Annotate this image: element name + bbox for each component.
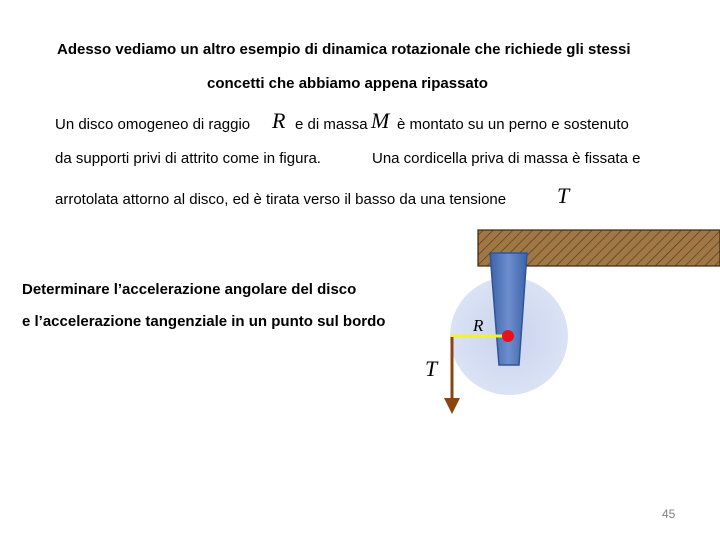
body-line-3: arrotolata attorno al disco, ed è tirata verso il basso da una tensione	[55, 191, 507, 208]
page-number: 45	[662, 507, 676, 521]
body-line-2b: Una cordicella priva di massa è fissata e	[372, 150, 641, 167]
symbol-T: T	[557, 183, 570, 208]
title-line-1: Adesso vediamo un altro esempio di dinamica rotazionale che richiede gli stessi	[57, 41, 631, 58]
body-line-1c: è montato su un perno e sostenuto	[397, 116, 629, 133]
symbol-M: M	[371, 108, 390, 133]
tension-label: T	[425, 356, 438, 381]
question-line-1: Determinare l’accelerazione angolare del disco	[22, 281, 357, 298]
radius-label: R	[473, 316, 484, 335]
question-line-2: e l’accelerazione tangenziale in un punto sul bordo	[22, 313, 386, 330]
symbol-R: R	[272, 108, 286, 133]
pivot-point	[502, 330, 514, 342]
title-line-2: concetti che abbiamo appena ripassato	[207, 75, 488, 92]
body-line-2a: da supporti privi di attrito come in figura.	[55, 150, 321, 167]
body-line-1a: Un disco omogeneo di raggio	[55, 116, 251, 133]
tension-arrow-head	[444, 398, 460, 414]
body-line-1b: e di massa	[295, 116, 368, 133]
